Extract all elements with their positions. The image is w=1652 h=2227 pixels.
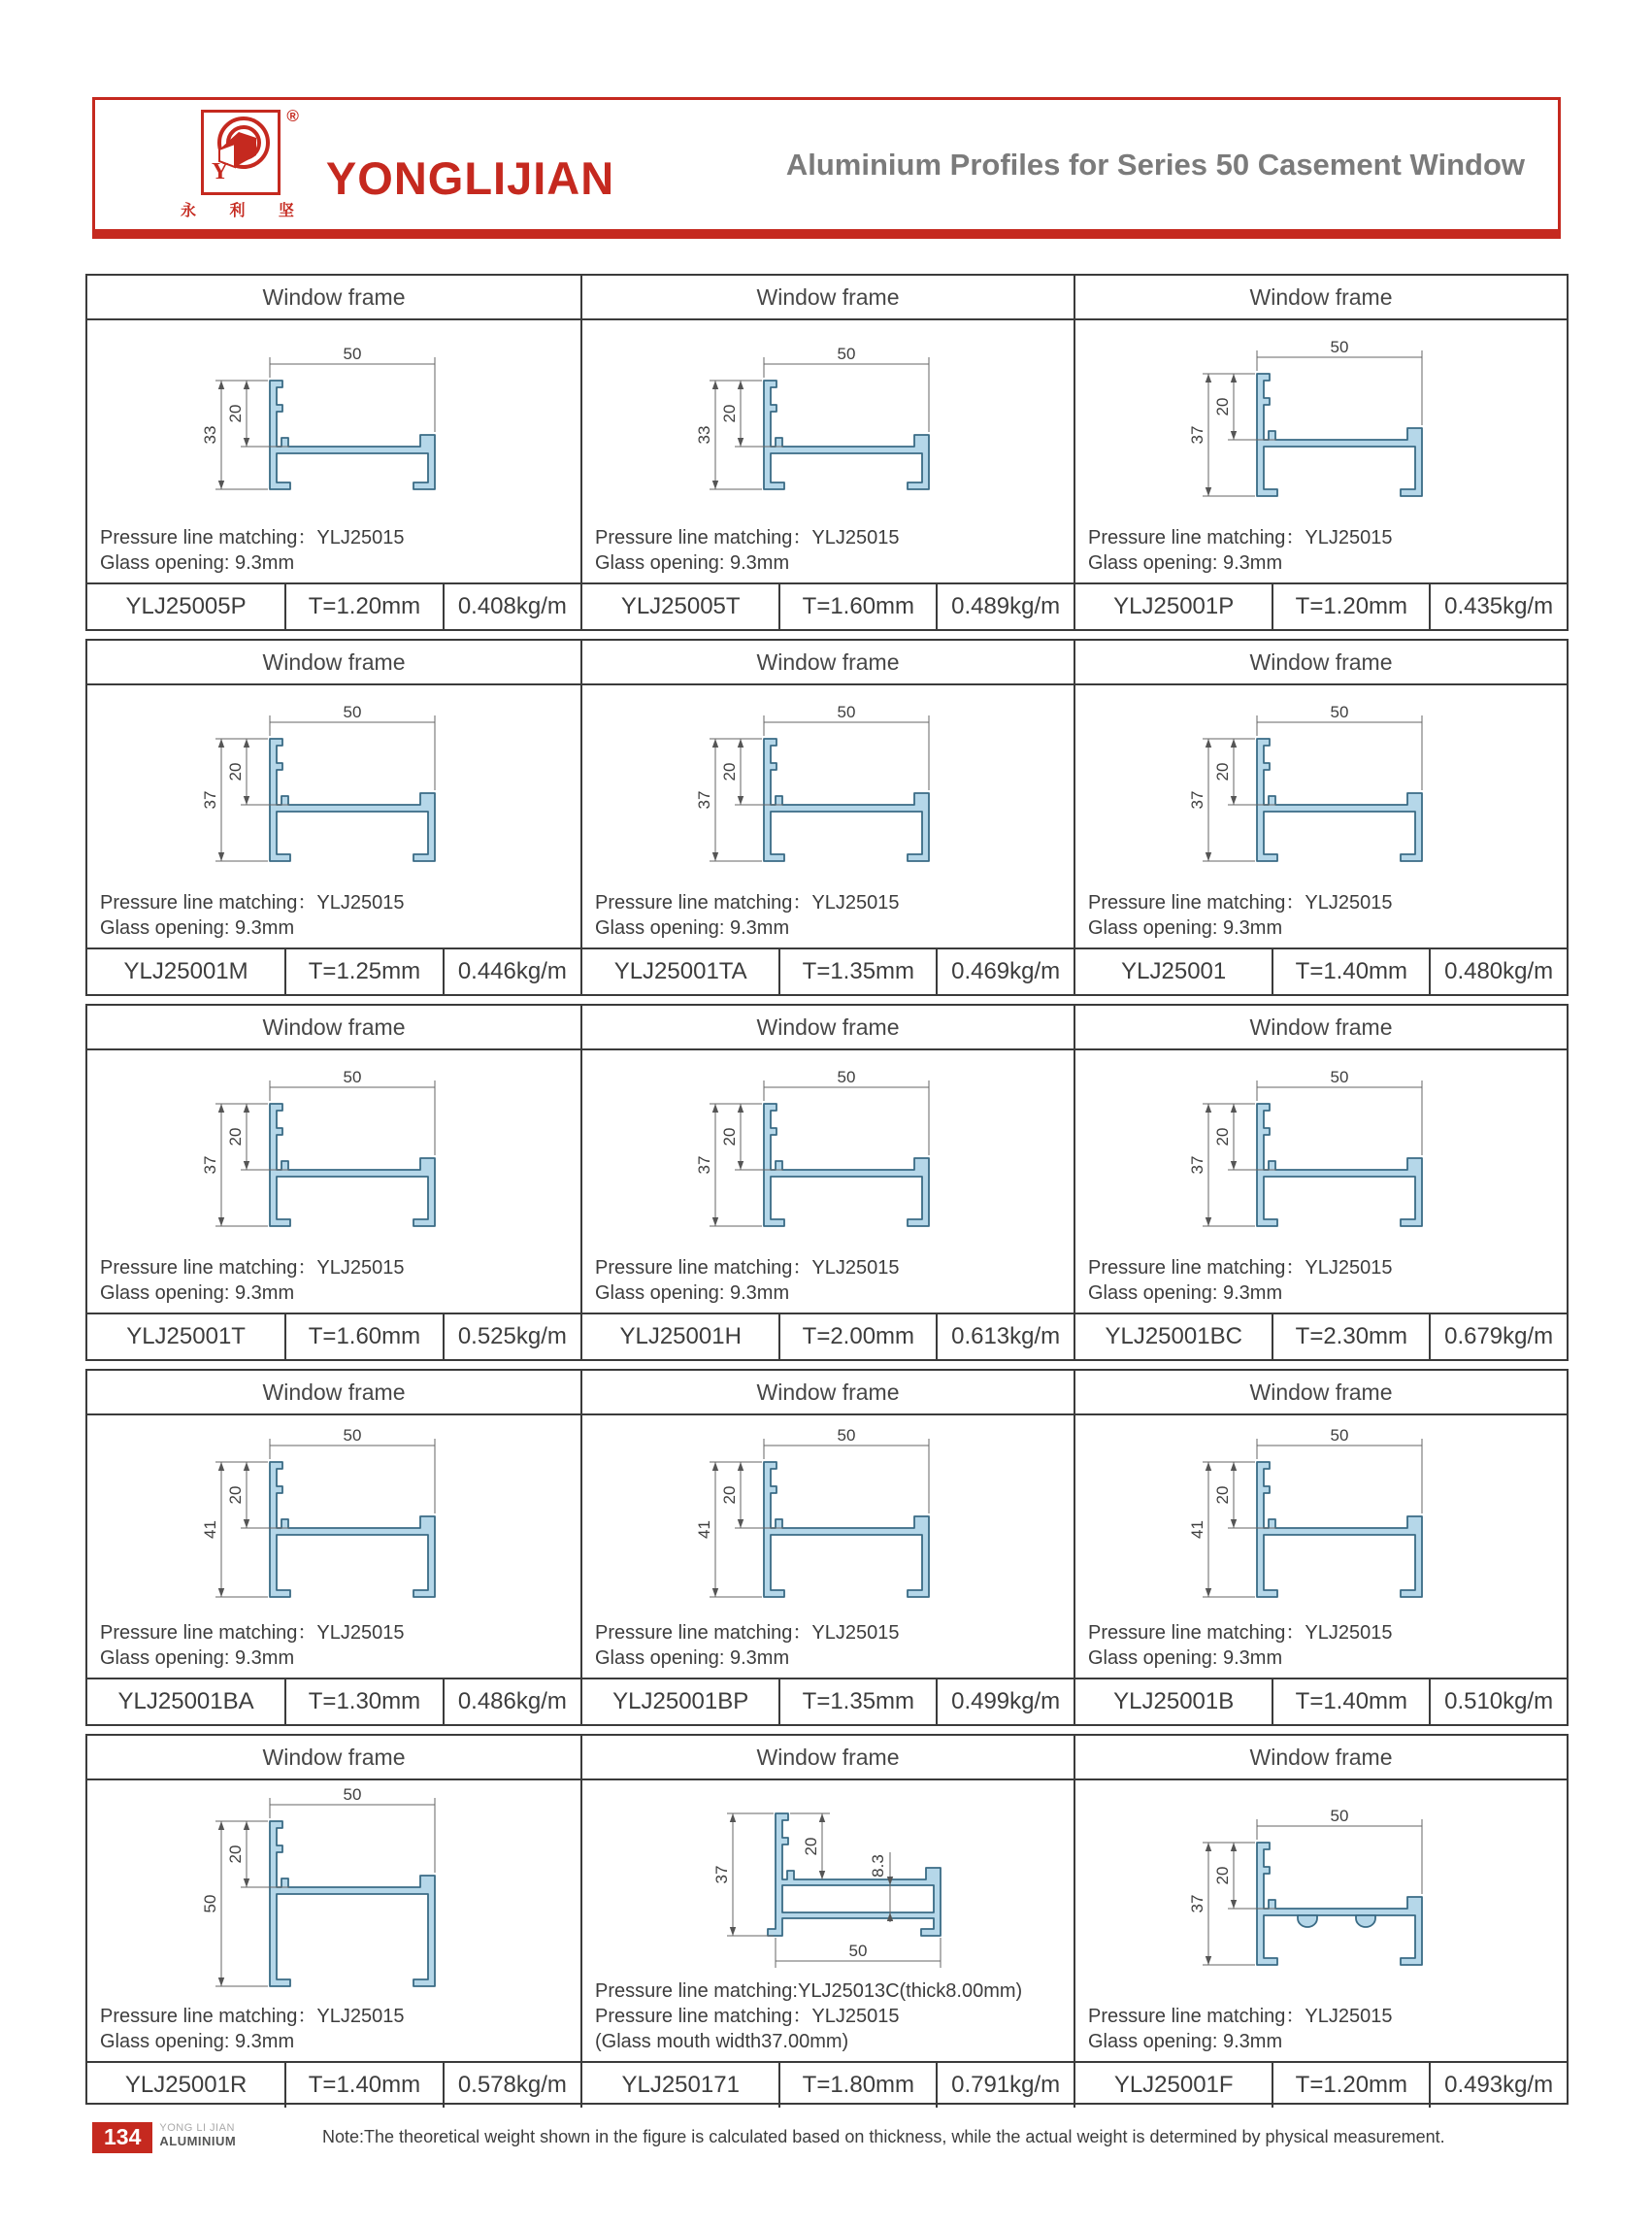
brand-logo-block (173, 106, 615, 220)
profile-cell (1074, 1736, 1567, 2108)
dim-label: 8.3 (869, 1854, 887, 1878)
profile-diagram (582, 320, 1074, 523)
profiles-row (85, 639, 1569, 996)
cell-title: Window frame (582, 276, 1074, 320)
profile-cell (580, 1371, 1074, 1724)
dim-label: 20 (1213, 1127, 1232, 1146)
profile-cell (87, 1006, 580, 1359)
spec-row (1075, 2061, 1567, 2108)
footer-brand-line2: ALUMINIUM (159, 2133, 237, 2148)
cell-title: Window frame (87, 1736, 580, 1780)
model-number: YLJ25001M (123, 958, 248, 984)
page-header (92, 97, 1561, 239)
info-line: Pressure line matching：YLJ25015 (100, 892, 405, 914)
profiles-row (85, 1004, 1569, 1361)
thickness-value: T=1.35mm (778, 1679, 936, 1724)
info-line: Pressure line matching：YLJ25015 (1088, 2006, 1393, 2027)
dim-label: 20 (720, 1127, 739, 1146)
model-number: YLJ250171 (621, 2072, 740, 2098)
profile-cell (87, 641, 580, 994)
profile-cell (87, 1371, 580, 1724)
profiles-grid (85, 274, 1569, 2112)
info-line: Pressure line matching：YLJ25015 (100, 1622, 405, 1644)
info-line: Pressure line matching：YLJ25015 (100, 1257, 405, 1279)
profile-diagram (87, 1050, 580, 1253)
weight-value: 0.489kg/m (936, 584, 1074, 629)
dim-label: 50 (343, 1427, 362, 1445)
cell-info (87, 888, 580, 947)
thickness-value: T=2.00mm (778, 1314, 936, 1359)
info-line: Glass opening: 9.3mm (1088, 917, 1283, 939)
spec-row (582, 582, 1074, 629)
spec-row (87, 582, 580, 629)
cell-info (1075, 1618, 1567, 1678)
profile-cell (1074, 1006, 1567, 1359)
cell-info (582, 888, 1074, 947)
profile-cross-section (192, 704, 476, 871)
profile-cell (580, 276, 1074, 629)
cell-info (87, 523, 580, 582)
dim-label: 20 (802, 1837, 820, 1856)
brand-name-cn: 永 利 坚 (181, 202, 309, 219)
cell-info (1075, 2002, 1567, 2061)
dim-label: 20 (226, 1845, 245, 1864)
weight-value: 0.408kg/m (443, 584, 580, 629)
profile-cross-section (192, 346, 476, 499)
weight-value: 0.791kg/m (936, 2063, 1074, 2108)
profile-cross-section (192, 1786, 476, 1996)
cell-info (582, 1977, 1074, 2061)
dim-label: 50 (837, 345, 856, 363)
dim-label: 37 (1188, 1155, 1206, 1174)
weight-value: 0.510kg/m (1429, 1679, 1567, 1724)
info-line: Glass opening: 9.3mm (595, 1647, 790, 1669)
dim-label: 41 (1188, 1520, 1206, 1539)
dim-label: 20 (1213, 762, 1232, 781)
info-line: Pressure line matching：YLJ25015 (100, 2006, 405, 2027)
info-line: Pressure line matching：YLJ25015 (1088, 527, 1393, 548)
dim-label: 20 (720, 404, 739, 422)
info-line: Pressure line matching：YLJ25015 (595, 892, 900, 914)
cell-title: Window frame (87, 1371, 580, 1415)
model-number: YLJ25001TA (613, 958, 747, 984)
page-number-badge: 134 (92, 2122, 152, 2153)
weight-value: 0.486kg/m (443, 1679, 580, 1724)
profiles-row (85, 274, 1569, 631)
brand-logo-icon (201, 106, 299, 195)
dim-label: 33 (695, 425, 713, 444)
dim-label: 20 (226, 1485, 245, 1505)
model-number: YLJ25001BC (1105, 1323, 1242, 1349)
cell-title: Window frame (87, 276, 580, 320)
dim-label: 20 (226, 1127, 245, 1146)
profile-cross-section (1179, 1808, 1463, 1975)
info-line: Glass opening: 9.3mm (100, 1282, 295, 1304)
dim-label: 20 (226, 762, 245, 781)
profile-cell (87, 1736, 580, 2108)
dim-label: 37 (201, 790, 219, 809)
dim-label: 50 (837, 1427, 856, 1445)
model-number: YLJ25001B (1113, 1688, 1235, 1714)
info-line: Glass opening: 9.3mm (595, 1282, 790, 1304)
info-line: Glass opening: 9.3mm (1088, 1647, 1283, 1669)
dim-label: 37 (1188, 425, 1206, 444)
dim-label: 50 (1330, 703, 1349, 721)
weight-value: 0.435kg/m (1429, 584, 1567, 629)
cell-title: Window frame (87, 641, 580, 685)
profile-diagram (582, 1050, 1074, 1253)
dim-label: 37 (712, 1865, 731, 1884)
weight-value: 0.578kg/m (443, 2063, 580, 2108)
model-number: YLJ25001T (126, 1323, 246, 1349)
profile-cross-section (1179, 1069, 1463, 1236)
brand-name: YONGLIJIAN (325, 151, 615, 204)
dim-label: 50 (1330, 1068, 1349, 1086)
profile-diagram (87, 1780, 580, 2002)
footer-brand (159, 2122, 236, 2148)
dim-label: 50 (837, 703, 856, 721)
profile-diagram (1075, 685, 1567, 888)
info-line: Pressure line matching：YLJ25015 (595, 1257, 900, 1279)
info-line: Glass opening: 9.3mm (595, 917, 790, 939)
dim-label: 20 (1213, 1485, 1232, 1505)
cell-info (582, 1618, 1074, 1678)
dim-label: 20 (720, 762, 739, 781)
info-line: Glass opening: 9.3mm (100, 917, 295, 939)
info-line: Glass opening: 9.3mm (595, 552, 790, 574)
weight-value: 0.679kg/m (1429, 1314, 1567, 1359)
info-line: Glass opening: 9.3mm (100, 552, 295, 574)
info-line: Pressure line matching：YLJ25015 (1088, 1257, 1393, 1279)
dim-label: 37 (1188, 790, 1206, 809)
cell-title: Window frame (582, 641, 1074, 685)
info-line: Glass opening: 9.3mm (100, 2031, 295, 2052)
profile-cell (87, 276, 580, 629)
spec-row (87, 1678, 580, 1724)
cell-title: Window frame (582, 1371, 1074, 1415)
dim-label: 50 (343, 1068, 362, 1086)
thickness-value: T=1.35mm (778, 949, 936, 994)
profile-diagram (87, 1415, 580, 1618)
profile-cell (580, 1006, 1074, 1359)
dim-label: 41 (201, 1520, 219, 1539)
weight-value: 0.499kg/m (936, 1679, 1074, 1724)
page-title: Aluminium Profiles for Series 50 Casement Window (785, 147, 1525, 182)
cell-info (87, 2002, 580, 2061)
thickness-value: T=1.40mm (1272, 949, 1429, 994)
profile-cell (580, 641, 1074, 994)
info-line: Glass opening: 9.3mm (100, 1647, 295, 1669)
thickness-value: T=1.40mm (1272, 1679, 1429, 1724)
spec-row (87, 1313, 580, 1359)
info-line: Glass opening: 9.3mm (1088, 552, 1283, 574)
profile-diagram (1075, 1780, 1567, 2002)
model-number: YLJ25001BA (117, 1688, 254, 1714)
thickness-value: T=1.80mm (778, 2063, 936, 2108)
dim-label: 50 (1330, 1808, 1349, 1825)
thickness-value: T=1.25mm (284, 949, 443, 994)
profile-cross-section (686, 1069, 970, 1236)
dim-label: 20 (720, 1485, 739, 1505)
weight-value: 0.446kg/m (443, 949, 580, 994)
model-number: YLJ25001H (619, 1323, 742, 1349)
profile-diagram (1075, 1415, 1567, 1618)
dim-label: 50 (343, 1786, 362, 1804)
profile-cross-section (686, 1427, 970, 1607)
info-line: Pressure line matching：YLJ25015 (595, 2006, 900, 2027)
dim-label: 37 (1188, 1894, 1206, 1913)
info-line: Pressure line matching：YLJ25015 (595, 1622, 900, 1644)
profile-diagram (87, 685, 580, 888)
svg-text:Y: Y (211, 158, 229, 184)
model-number: YLJ25001 (1121, 958, 1227, 984)
info-line: Pressure line matching：YLJ25015 (1088, 1622, 1393, 1644)
model-number: YLJ25001BP (612, 1688, 749, 1714)
cell-info (1075, 888, 1567, 947)
spec-row (582, 1313, 1074, 1359)
weight-value: 0.613kg/m (936, 1314, 1074, 1359)
info-line: Pressure line matching：YLJ25015 (595, 527, 900, 548)
cell-title: Window frame (87, 1006, 580, 1050)
dim-label: 33 (201, 425, 219, 444)
page-footer (92, 2122, 236, 2153)
spec-row (1075, 1678, 1567, 1724)
model-number: YLJ25001R (124, 2072, 248, 2098)
profile-cell (1074, 276, 1567, 629)
dim-label: 50 (201, 1894, 219, 1913)
cell-info (582, 523, 1074, 582)
cell-title: Window frame (1075, 1736, 1567, 1780)
profile-diagram (582, 1415, 1074, 1618)
thickness-value: T=2.30mm (1272, 1314, 1429, 1359)
dim-label: 37 (695, 790, 713, 809)
brand-logo-emblem-icon (206, 115, 276, 188)
info-line: Glass opening: 9.3mm (1088, 1282, 1283, 1304)
dim-label: 50 (343, 703, 362, 721)
thickness-value: T=1.20mm (1272, 2063, 1429, 2108)
weight-value: 0.469kg/m (936, 949, 1074, 994)
cell-title: Window frame (582, 1736, 1074, 1780)
weight-value: 0.525kg/m (443, 1314, 580, 1359)
cell-info (1075, 523, 1567, 582)
dim-label: 20 (1213, 1866, 1232, 1885)
spec-row (87, 947, 580, 994)
profile-cross-section (192, 1427, 476, 1607)
thickness-value: T=1.30mm (284, 1679, 443, 1724)
cell-title: Window frame (1075, 641, 1567, 685)
cell-info (87, 1618, 580, 1678)
profiles-row (85, 1369, 1569, 1726)
weight-value: 0.480kg/m (1429, 949, 1567, 994)
spec-row (1075, 1313, 1567, 1359)
model-number: YLJ25005T (620, 593, 741, 619)
dim-label: 37 (201, 1155, 219, 1174)
cell-title: Window frame (1075, 276, 1567, 320)
cell-title: Window frame (1075, 1006, 1567, 1050)
profile-diagram (1075, 1050, 1567, 1253)
model-number: YLJ25005P (125, 593, 247, 619)
spec-row (87, 2061, 580, 2108)
profile-cell (1074, 1371, 1567, 1724)
profile-cross-section (1179, 704, 1463, 871)
profile-cross-section (1179, 1427, 1463, 1607)
profile-cell (580, 1736, 1074, 2108)
info-line: Pressure line matching：YLJ25015 (100, 527, 405, 548)
profile-cross-section (686, 346, 970, 499)
info-line: (Glass mouth width37.00mm) (595, 2031, 849, 2052)
weight-value: 0.493kg/m (1429, 2063, 1567, 2108)
info-line: Pressure line matching:YLJ25013C(thick8.00mm) (595, 1980, 1023, 2002)
spec-row (582, 2061, 1074, 2108)
profiles-row (85, 1734, 1569, 2105)
dim-label: 50 (343, 345, 362, 363)
dim-label: 20 (1213, 397, 1232, 415)
profile-cross-section (686, 1780, 970, 1977)
thickness-value: T=1.20mm (1272, 584, 1429, 629)
profile-diagram (1075, 320, 1567, 523)
cell-title: Window frame (582, 1006, 1074, 1050)
profile-cell (1074, 641, 1567, 994)
profile-diagram (582, 1780, 1074, 1977)
spec-row (582, 1678, 1074, 1724)
dim-label: 50 (1330, 1427, 1349, 1445)
profile-cross-section (1179, 339, 1463, 506)
cell-info (1075, 1253, 1567, 1313)
profile-diagram (582, 685, 1074, 888)
dim-label: 41 (695, 1520, 713, 1539)
brand-emblem-column (173, 106, 309, 220)
profile-diagram (87, 320, 580, 523)
info-line: Glass opening: 9.3mm (1088, 2031, 1283, 2052)
thickness-value: T=1.60mm (284, 1314, 443, 1359)
cell-info (582, 1253, 1074, 1313)
dim-label: 50 (837, 1068, 856, 1086)
profile-cross-section (192, 1069, 476, 1236)
thickness-value: T=1.40mm (284, 2063, 443, 2108)
thickness-value: T=1.60mm (778, 584, 936, 629)
cell-info (87, 1253, 580, 1313)
spec-row (582, 947, 1074, 994)
footer-note: Note:The theoretical weight shown in the figure is calculated based on thickness, while the actual weight is determined by physical measurement. (322, 2127, 1445, 2146)
spec-row (1075, 947, 1567, 994)
dim-label: 20 (226, 404, 245, 422)
dim-label: 50 (1330, 338, 1349, 356)
registered-mark: ® (286, 106, 299, 125)
cell-title: Window frame (1075, 1371, 1567, 1415)
thickness-value: T=1.20mm (284, 584, 443, 629)
dim-label: 50 (848, 1942, 868, 1960)
dim-label: 37 (695, 1155, 713, 1174)
info-line: Pressure line matching：YLJ25015 (1088, 892, 1393, 914)
footer-brand-line1: YONG LI JIAN (159, 2122, 235, 2134)
model-number: YLJ25001F (1113, 2072, 1234, 2098)
model-number: YLJ25001P (1113, 593, 1235, 619)
spec-row (1075, 582, 1567, 629)
profile-cross-section (686, 704, 970, 871)
